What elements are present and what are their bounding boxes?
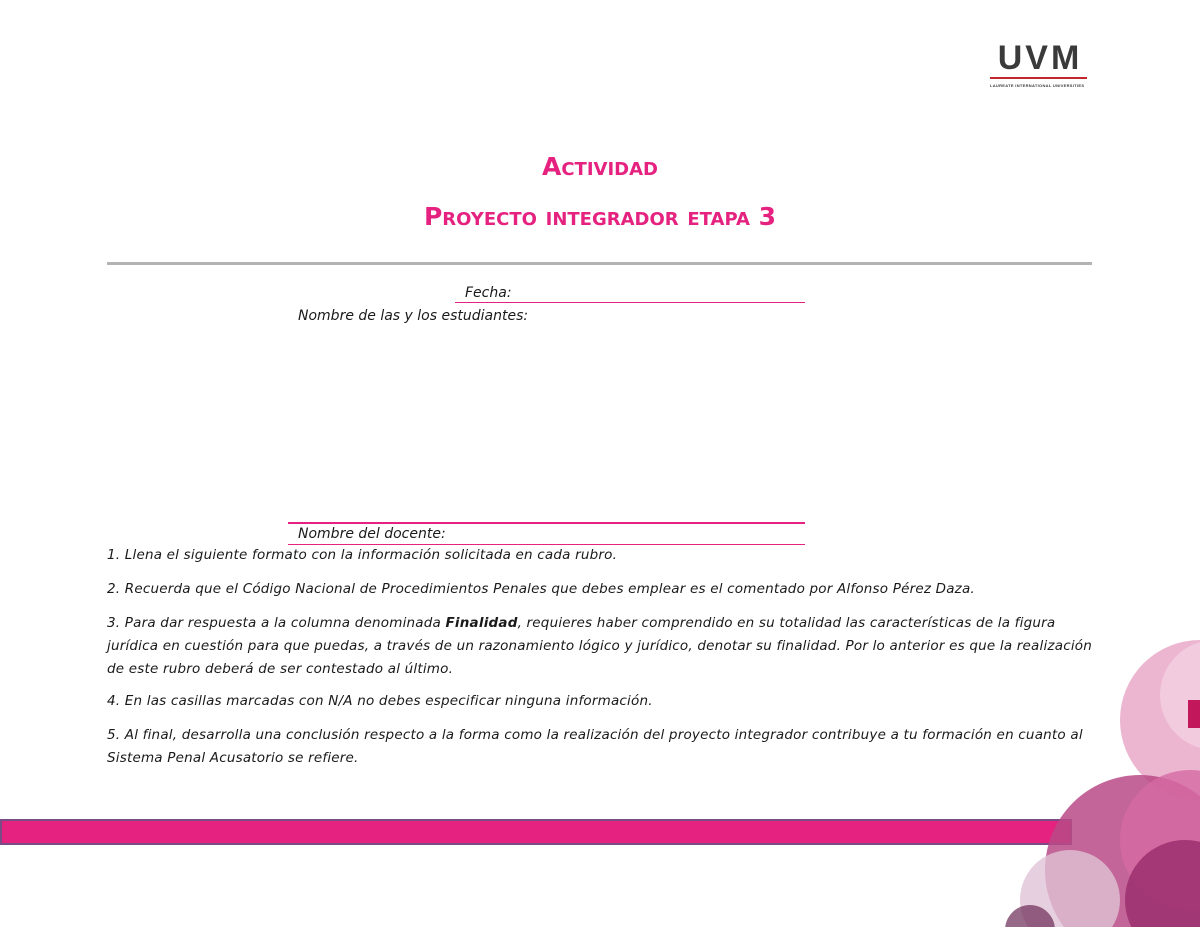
instruction-text: Al final, desarrolla una conclusión respecto a la forma como la realización del proyecto integrador contribuye a tu formación en cuanto al Sistema Penal Acusatorio se refiere. bbox=[107, 727, 1083, 766]
decorative-circles bbox=[1000, 600, 1200, 927]
instruction-3 bbox=[107, 612, 1092, 681]
date-field-line[interactable] bbox=[455, 302, 805, 303]
instruction-text: En las casillas marcadas con N/A no debes especificar ninguna información. bbox=[124, 693, 653, 709]
instruction-number: 3. bbox=[107, 615, 121, 631]
logo-text: UVM bbox=[997, 39, 1083, 77]
instruction-1 bbox=[107, 544, 1092, 567]
students-field-line[interactable] bbox=[288, 522, 805, 524]
logo-rule bbox=[990, 77, 1087, 79]
teacher-label: Nombre del docente: bbox=[298, 526, 446, 542]
page-title: Actividad bbox=[542, 152, 658, 181]
students-label: Nombre de las y los estudiantes: bbox=[298, 308, 529, 324]
logo-subtext: LAUREATE INTERNATIONAL UNIVERSITIES bbox=[990, 83, 1085, 88]
instruction-number: 2. bbox=[107, 581, 121, 597]
uvm-logo bbox=[990, 40, 1090, 88]
instruction-text-start: Para dar respuesta a la columna denominada bbox=[124, 615, 446, 631]
instruction-text: Recuerda que el Código Nacional de Procedimientos Penales que debes emplear es el comentado por Alfonso Pérez Daza. bbox=[124, 581, 975, 597]
page-subtitle: Proyecto integrador etapa 3 bbox=[423, 202, 777, 231]
footer-bar bbox=[0, 819, 1072, 845]
instruction-text-end: , requieres haber comprendido en su totalidad las características de la figura jurídica en cuestión para que puedas, a través de un razonamiento lógico y jurídico, denotar su finalidad. Por lo anterior es que la realización de este rubro deberá de ser contestado al último. bbox=[107, 615, 1092, 677]
instruction-number: 5. bbox=[107, 727, 121, 743]
instruction-2 bbox=[107, 578, 1092, 601]
instruction-4 bbox=[107, 690, 1092, 713]
date-label: Fecha: bbox=[465, 285, 512, 301]
instruction-number: 4. bbox=[107, 693, 121, 709]
instruction-number: 1. bbox=[107, 547, 121, 563]
instruction-bold-term: Finalidad bbox=[445, 615, 518, 631]
title-divider bbox=[107, 262, 1092, 265]
instruction-text: Llena el siguiente formato con la información solicitada en cada rubro. bbox=[124, 547, 618, 563]
instruction-5 bbox=[107, 724, 1092, 770]
